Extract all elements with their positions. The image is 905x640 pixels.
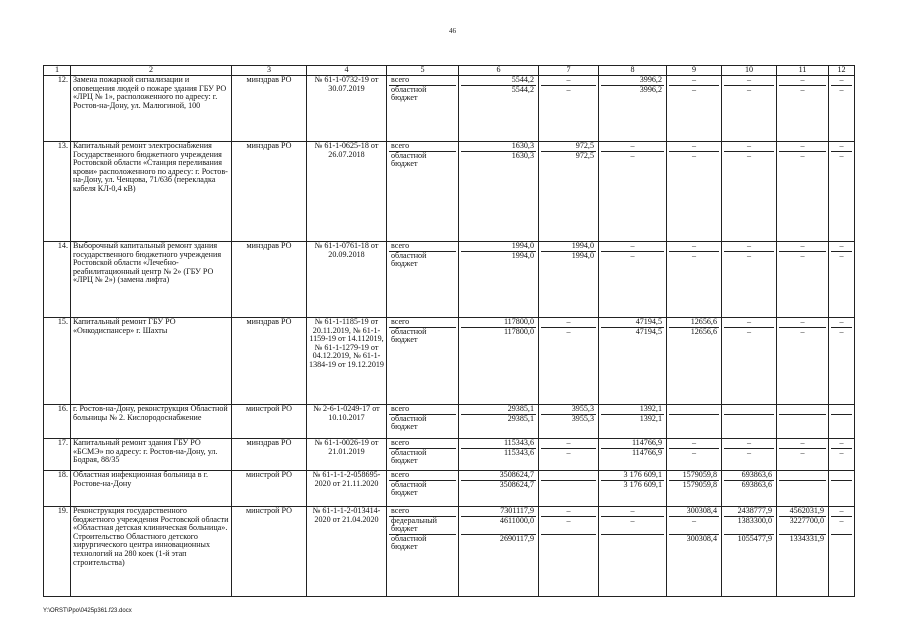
- amount-value: –: [831, 507, 852, 517]
- amount-value: 7301117,9: [461, 507, 536, 517]
- row-number: 15.: [44, 318, 71, 405]
- amount-value: –: [746, 85, 752, 94]
- amount-cell: [539, 76, 599, 142]
- amount-cell: [667, 471, 722, 507]
- amount-value: 47194,5: [635, 327, 662, 336]
- amount-value: 114766,9: [631, 448, 662, 457]
- amount-value: 3508624,7: [499, 480, 534, 489]
- row-number: 19.: [44, 507, 71, 597]
- responsible-department: минздрав РО: [232, 76, 307, 142]
- amount-value: 117800,0: [503, 327, 534, 336]
- amount-cell: [777, 405, 829, 439]
- amount-value: [724, 405, 774, 415]
- funding-source: [387, 242, 459, 318]
- expert-conclusion: № 2-6-1-0249-17 от 10.10.2017: [307, 405, 387, 439]
- object-name: Капитальный ремонт здания ГБУ РО «БСМЭ» по адресу: г. Ростов-на-Дону, ул. Бодрая, 88/35: [71, 439, 232, 471]
- amount-value: –: [669, 242, 719, 252]
- amount-value: –: [601, 517, 664, 535]
- amount-cell: [829, 439, 855, 471]
- funding-source-line: всего: [389, 507, 456, 517]
- expert-conclusion: № 61-1-1-2-013414-2020 от 21.04.2020: [307, 507, 387, 597]
- amount-value: 1994,0: [571, 251, 594, 260]
- amount-cell: [829, 507, 855, 597]
- amount-cell: [829, 142, 855, 242]
- row-number: 14.: [44, 242, 71, 318]
- amount-value: 3996,2: [601, 76, 664, 86]
- amount-cell: [667, 142, 722, 242]
- funding-source-line: всего: [389, 318, 456, 328]
- amount-value: –: [746, 151, 752, 160]
- amount-cell: [599, 471, 667, 507]
- funding-source-line: всего: [389, 405, 456, 415]
- amount-cell: [459, 242, 539, 318]
- amount-cell: [667, 242, 722, 318]
- amount-value: –: [669, 76, 719, 86]
- funding-source-line: федеральный бюджет: [389, 517, 456, 535]
- object-name: Замена пожарной сигнализации и оповещения людей о пожаре здания ГБУ РО «ЛРЦ № 1», расположенного по адресу: г. Ростов-на-Дону, ул. Малюгиной, 100: [71, 76, 232, 142]
- amount-value: 115343,6: [461, 439, 536, 449]
- amount-value: 972,5: [541, 142, 596, 152]
- amount-value: 2438777,9: [724, 507, 774, 517]
- amount-value: –: [746, 448, 752, 457]
- amount-cell: [667, 439, 722, 471]
- amount-value: 12656,6: [690, 327, 717, 336]
- row-number: 13.: [44, 142, 71, 242]
- funding-source-line: областной бюджет: [391, 326, 427, 345]
- amount-cell: [722, 405, 777, 439]
- amount-value: 4611000,0: [461, 517, 536, 535]
- amount-value: 4562031,9: [779, 507, 826, 517]
- amount-value: –: [800, 448, 805, 457]
- header-cell: 12: [829, 66, 855, 76]
- amount-cell: [777, 471, 829, 507]
- header-row: [44, 66, 855, 76]
- amount-value: 3 176 609,1: [601, 471, 664, 481]
- header-cell: 8: [599, 66, 667, 76]
- amount-cell: [667, 76, 722, 142]
- amount-value: 1579059,8: [682, 480, 717, 489]
- amount-value: –: [566, 85, 571, 94]
- amount-cell: [599, 318, 667, 405]
- amount-value: –: [839, 151, 844, 160]
- amount-cell: [777, 507, 829, 597]
- amount-value: –: [724, 318, 774, 328]
- amount-value: 117800,0: [461, 318, 536, 328]
- amount-value: –: [541, 76, 596, 86]
- amount-value: 47194,5: [601, 318, 664, 328]
- table-row: [44, 242, 855, 318]
- table-row: [44, 507, 855, 597]
- amount-value: 3955,3: [571, 414, 594, 423]
- row-number: 12.: [44, 76, 71, 142]
- amount-value: –: [746, 251, 752, 260]
- amount-cell: [722, 439, 777, 471]
- amount-value: 1383300,0: [724, 517, 774, 535]
- responsible-department: минздрав РО: [232, 439, 307, 471]
- funding-source-line: областной бюджет: [391, 533, 427, 552]
- header-cell: 3: [232, 66, 307, 76]
- amount-value: –: [541, 517, 596, 535]
- funding-source-line: областной бюджет: [391, 479, 427, 498]
- page-number: 46: [449, 27, 456, 35]
- header-cell: 7: [539, 66, 599, 76]
- amount-value: –: [831, 142, 852, 152]
- expert-conclusion: № 61-1-0732-19 от 30.07.2019: [307, 76, 387, 142]
- amount-value: –: [541, 507, 596, 517]
- amount-value: –: [800, 85, 805, 94]
- amount-cell: [667, 507, 722, 597]
- expert-conclusion: № 61-1-0625-18 от 26.07.2018: [307, 142, 387, 242]
- header-cell: 4: [307, 66, 387, 76]
- amount-cell: [599, 242, 667, 318]
- amount-cell: [459, 439, 539, 471]
- amount-cell: [599, 439, 667, 471]
- amount-cell: [539, 471, 599, 507]
- amount-cell: [459, 471, 539, 507]
- amount-cell: [829, 242, 855, 318]
- amount-value: 1994,0: [541, 242, 596, 252]
- amount-cell: [459, 318, 539, 405]
- header-cell: 6: [459, 66, 539, 76]
- funding-source-line: всего: [389, 242, 456, 252]
- table-row: [44, 76, 855, 142]
- responsible-department: минздрав РО: [232, 318, 307, 405]
- amount-value: 693863,6: [741, 480, 772, 489]
- expert-conclusion: № 61-1-0761-18 от 20.09.2018: [307, 242, 387, 318]
- amount-cell: [459, 76, 539, 142]
- amount-value: –: [630, 251, 635, 260]
- amount-value: 1392,1: [601, 405, 664, 415]
- amount-value: –: [779, 242, 826, 252]
- object-name: Капитальный ремонт электроснабжения Государственного бюджетного учреждения Ростовской области «Станция переливания крови» расположенного по адресу: г. Ростов-на-Дону, ул. Ченцова, 71/63б (перекладка кабеля КЛ-0,4 кВ): [71, 142, 232, 242]
- funding-source: [387, 439, 459, 471]
- amount-cell: [539, 242, 599, 318]
- amount-cell: [829, 405, 855, 439]
- amount-value: –: [779, 76, 826, 86]
- amount-cell: [722, 242, 777, 318]
- amount-value: –: [541, 439, 596, 449]
- amount-value: –: [839, 327, 844, 336]
- amount-cell: [539, 507, 599, 597]
- amount-cell: [599, 142, 667, 242]
- object-name: Реконструкция государственного бюджетного учреждения Ростовской области «Областная детская клиническая больница». Строительство Областного детского хирургического центра инновационных технологий на 280 коек (1-й этап строительства): [71, 507, 232, 597]
- table-row: [44, 142, 855, 242]
- amount-cell: [539, 439, 599, 471]
- amount-value: 3996,2: [639, 85, 662, 94]
- amount-value: –: [691, 151, 697, 160]
- amount-value: 1630,3: [461, 142, 536, 152]
- responsible-department: минстрой РО: [232, 471, 307, 507]
- amount-value: [541, 471, 596, 481]
- amount-value: 300308,4: [669, 507, 719, 517]
- amount-value: 29385,1: [461, 405, 536, 415]
- amount-value: –: [724, 142, 774, 152]
- row-number: 18.: [44, 471, 71, 507]
- amount-value: 29385,1: [507, 414, 534, 423]
- header-cell: 2: [71, 66, 232, 76]
- amount-value: –: [800, 151, 805, 160]
- header-cell: 9: [667, 66, 722, 76]
- funding-source: [387, 471, 459, 507]
- amount-value: –: [601, 242, 664, 252]
- responsible-department: минстрой РО: [232, 507, 307, 597]
- amount-value: –: [601, 142, 664, 152]
- amount-value: 3955,3: [541, 405, 596, 415]
- table-row: [44, 471, 855, 507]
- amount-value: –: [779, 439, 826, 449]
- expert-conclusion: № 61-1-0026-19 от 21.01.2019: [307, 439, 387, 471]
- amount-cell: [667, 405, 722, 439]
- amount-value: –: [724, 76, 774, 86]
- amount-value: 1994,0: [511, 251, 534, 260]
- amount-value: 5544,2: [461, 76, 536, 86]
- amount-value: [779, 405, 826, 415]
- header-cell: 5: [387, 66, 459, 76]
- amount-value: –: [691, 448, 697, 457]
- amount-value: –: [566, 448, 571, 457]
- object-name: Областная инфекционная больница в г. Ростове-на-Дону: [71, 471, 232, 507]
- amount-value: –: [630, 151, 635, 160]
- amount-value: 12656,6: [669, 318, 719, 328]
- amount-cell: [599, 76, 667, 142]
- amount-value: 1055477,9: [737, 533, 772, 543]
- expert-conclusion: № 61-1-1185-19 от 20.11.2019, № 61-1-1159-19 от 14.112019, № 61-1-1279-19 от 04.12.2019, № 61-1-1384-19 от 19.12.2019: [307, 318, 387, 405]
- header-cell: 11: [777, 66, 829, 76]
- funding-source-line: всего: [389, 76, 456, 86]
- amount-value: –: [691, 251, 697, 260]
- funding-source: [387, 405, 459, 439]
- row-number: 16.: [44, 405, 71, 439]
- amount-value: 1579059,8: [669, 471, 719, 481]
- amount-value: –: [831, 517, 852, 535]
- header-cell: 10: [722, 66, 777, 76]
- amount-value: 3 176 609,1: [623, 480, 662, 489]
- amount-cell: [829, 471, 855, 507]
- amount-value: 2690117,9: [499, 533, 534, 543]
- amount-value: –: [831, 439, 852, 449]
- amount-cell: [667, 318, 722, 405]
- amount-value: 1392,1: [639, 414, 662, 423]
- amount-cell: [539, 405, 599, 439]
- amount-value: 693863,6: [724, 471, 774, 481]
- header-cell: 1: [44, 66, 71, 76]
- amount-cell: [459, 507, 539, 597]
- amount-value: –: [800, 327, 805, 336]
- amount-value: –: [669, 439, 719, 449]
- amount-value: 972,5: [575, 151, 594, 160]
- table-row: [44, 318, 855, 405]
- funding-source: [387, 507, 459, 597]
- amount-cell: [777, 76, 829, 142]
- amount-value: –: [839, 251, 844, 260]
- amount-value: –: [779, 142, 826, 152]
- amount-value: –: [831, 76, 852, 86]
- amount-value: –: [831, 318, 852, 328]
- amount-value: 1994,0: [461, 242, 536, 252]
- funding-source: [387, 318, 459, 405]
- amount-cell: [599, 507, 667, 597]
- amount-cell: [722, 142, 777, 242]
- amount-value: 3508624,7: [461, 471, 536, 481]
- funding-source-line: областной бюджет: [391, 447, 427, 466]
- funding-source-line: областной бюджет: [391, 150, 427, 169]
- funding-source-line: областной бюджет: [391, 250, 427, 269]
- amount-cell: [829, 76, 855, 142]
- investment-table: [43, 65, 855, 597]
- amount-cell: [539, 318, 599, 405]
- amount-cell: [829, 318, 855, 405]
- amount-value: –: [691, 85, 697, 94]
- amount-cell: [722, 471, 777, 507]
- row-number: 17.: [44, 439, 71, 471]
- object-name: Капитальный ремонт ГБУ РО «Онкодиспансер» г. Шахты: [71, 318, 232, 405]
- amount-cell: [777, 242, 829, 318]
- expert-conclusion: № 61-1-1-2-058695-2020 от 21.11.2020: [307, 471, 387, 507]
- amount-value: –: [839, 85, 844, 94]
- amount-value: 300308,4: [686, 533, 717, 543]
- amount-value: –: [566, 327, 571, 336]
- object-name: г. Ростов-на-Дону, реконструкция Областной больницы № 2. Кислородоснабжение: [71, 405, 232, 439]
- responsible-department: минстрой РО: [232, 405, 307, 439]
- funding-source: [387, 76, 459, 142]
- amount-value: 114766,9: [601, 439, 664, 449]
- amount-value: –: [779, 318, 826, 328]
- amount-cell: [459, 142, 539, 242]
- funding-source-line: всего: [389, 439, 456, 449]
- funding-source-line: областной бюджет: [391, 413, 427, 432]
- amount-value: –: [724, 439, 774, 449]
- amount-cell: [722, 76, 777, 142]
- amount-cell: [599, 405, 667, 439]
- amount-cell: [777, 142, 829, 242]
- amount-value: –: [746, 327, 752, 336]
- amount-value: –: [669, 142, 719, 152]
- amount-cell: [459, 405, 539, 439]
- amount-value: –: [601, 507, 664, 517]
- amount-value: 1334331,9: [789, 533, 824, 543]
- amount-cell: [722, 318, 777, 405]
- amount-cell: [777, 439, 829, 471]
- amount-cell: [722, 507, 777, 597]
- funding-source-line: всего: [389, 142, 456, 152]
- responsible-department: минздрав РО: [232, 142, 307, 242]
- table-row: [44, 405, 855, 439]
- amount-value: 115343,6: [503, 448, 534, 457]
- object-name: Выборочный капитальный ремонт здания государственного бюджетного учреждения Ростовской области «Лечебно-реабилитационный центр № 2» (ГБУ РО «ЛРЦ № 2») (замена лифта): [71, 242, 232, 318]
- funding-source-line: областной бюджет: [391, 84, 427, 103]
- amount-value: [831, 471, 852, 481]
- amount-value: –: [724, 242, 774, 252]
- responsible-department: минздрав РО: [232, 242, 307, 318]
- funding-source-line: всего: [389, 471, 456, 481]
- file-path-footer: Y:\ORST\Ppo\0425p361.f23.docx: [43, 608, 132, 614]
- amount-value: –: [669, 517, 719, 535]
- amount-value: [831, 405, 852, 415]
- amount-value: 3227700,0: [779, 517, 826, 535]
- amount-value: –: [839, 448, 844, 457]
- amount-value: [779, 471, 826, 481]
- amount-value: –: [800, 251, 805, 260]
- amount-value: –: [541, 318, 596, 328]
- amount-value: –: [831, 242, 852, 252]
- amount-value: [669, 405, 719, 415]
- table-row: [44, 439, 855, 471]
- amount-cell: [777, 318, 829, 405]
- amount-value: 1630,3: [511, 151, 534, 160]
- amount-value: 5544,2: [511, 85, 534, 94]
- amount-cell: [539, 142, 599, 242]
- funding-source: [387, 142, 459, 242]
